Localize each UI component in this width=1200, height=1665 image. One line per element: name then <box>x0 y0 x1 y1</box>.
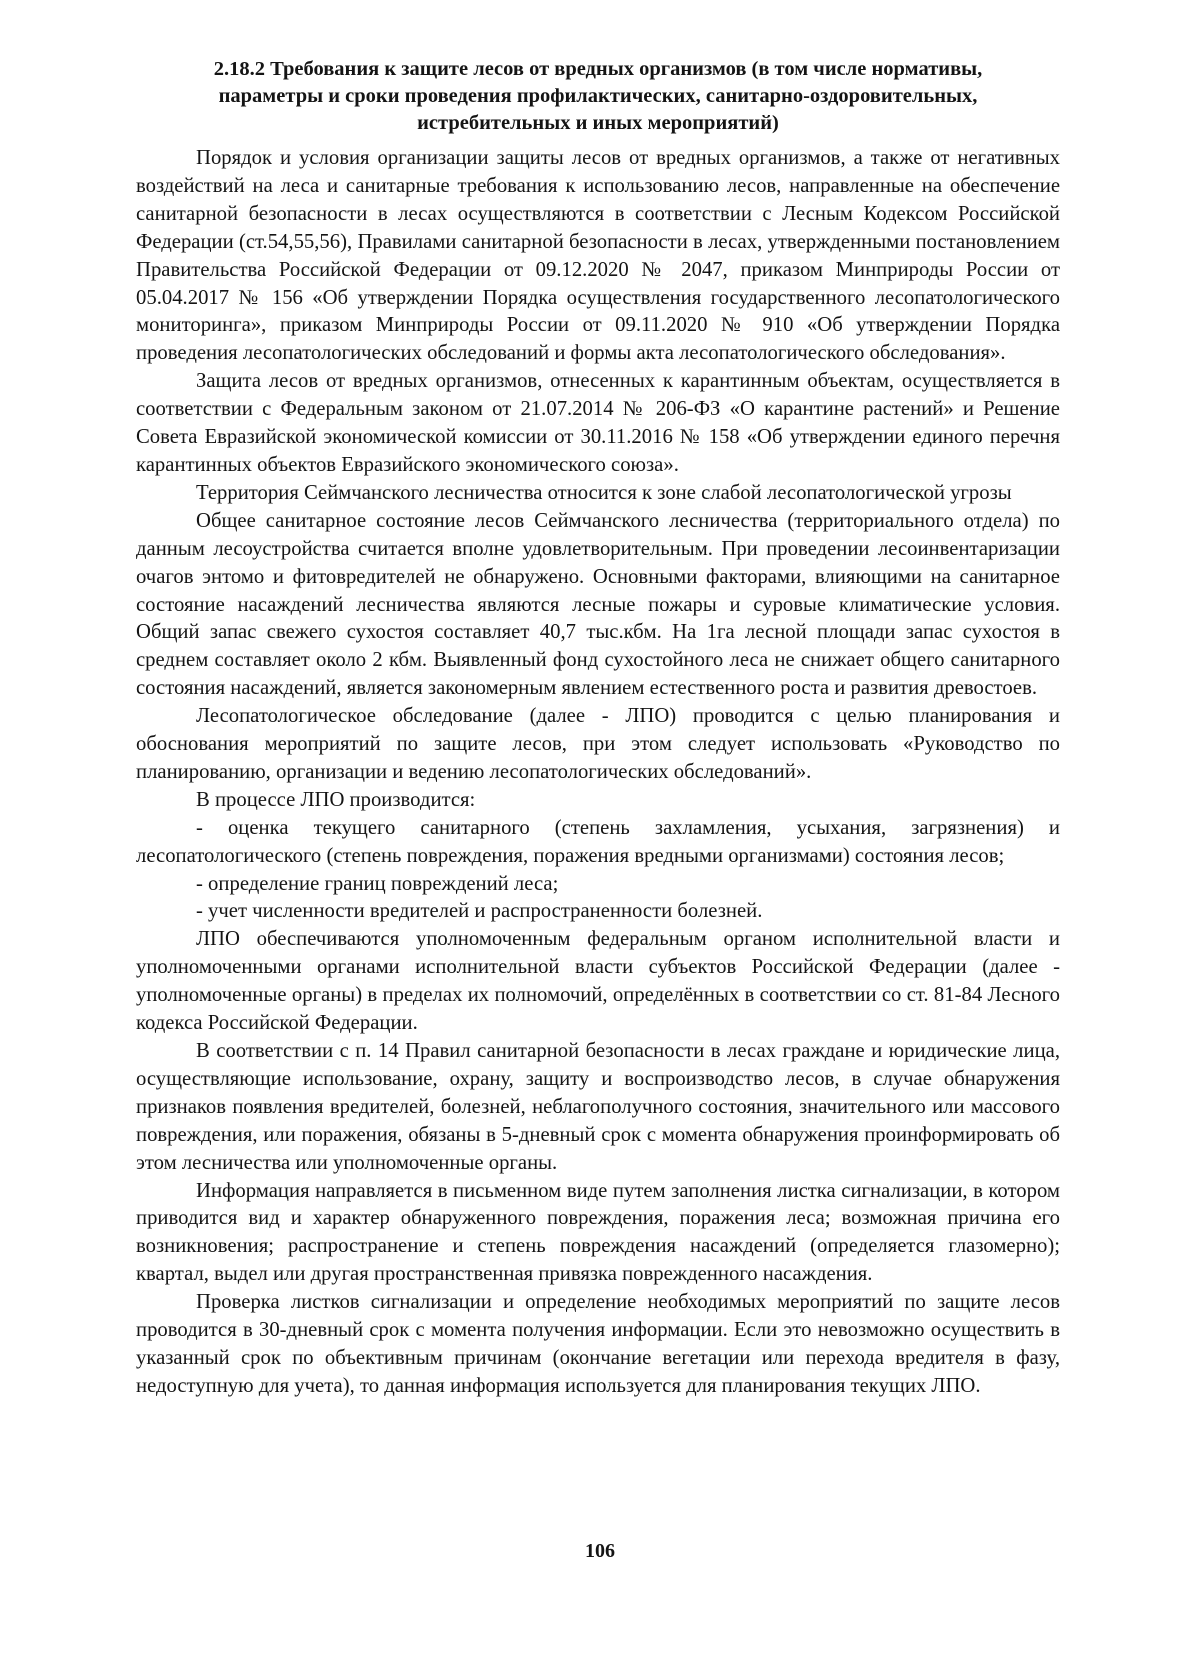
paragraph-lpo-process-intro: В процессе ЛПО производится: <box>196 788 476 811</box>
paragraph-legal-basis: Порядок и условия организации защиты лесов от вредных организмов, а также от негативных воздействий на леса и санитарные требования к использованию лесов, направленные на обеспечение санитарной безопасности в лесах осуществляются в соответствии с Лесным Кодексом Российской Федерации (ст.54,55,56), Правилами санитарной безопасности в лесах, утвержденными постановлением Правительства Российской Федерации от 09.12.2020 № 2047, приказом Минприроды России от 05.04.2017 № 156 «Об утверждении Порядка осуществления государственного лесопатологического мониторинга», приказом Минприроды России от 09.11.2020 № 910 «Об утверждении Порядка проведения лесопатологических обследований и формы акта лесопатологического обследования». <box>136 147 1060 365</box>
paragraph-verification: Проверка листков сигнализации и определение необходимых мероприятий по защите лесов проводится в 30-дневный срок с момента получения информации. Если это невозможно осуществить в указанный срок по объективным причинам (окончание вегетации или перехода вредителя в фазу, недоступную для учета), то данная информация используется для планирования текущих ЛПО. <box>136 1291 1060 1397</box>
paragraph-quarantine: Защита лесов от вредных организмов, отнесенных к карантинным объектам, осуществляется в соответствии с Федеральным законом от 21.07.2014 № 206-ФЗ «О карантине растений» и Решение Совета Евразийской экономической комиссии от 30.11.2016 № 158 «Об утверждении единого перечня карантинных объектов Евразийского экономического союза». <box>136 370 1060 476</box>
paragraph-reporting-duty: В соответствии с п. 14 Правил санитарной безопасности в лесах граждане и юридические лица, осуществляющие использование, охрану, защиту и воспроизводство лесов, в случае обнаружения признаков появления вредителей, болезней, неблагополучного состояния, значительного или массового повреждения, или поражения, обязаны в 5-дневный срок с момента обнаружения проинформировать об этом лесничества или уполномоченные органы. <box>136 1040 1060 1174</box>
page-number: 106 <box>585 1540 615 1562</box>
section-heading <box>136 56 1060 137</box>
paragraph-lpo-definition: Лесопатологическое обследование (далее - ЛПО) проводится с целью планирования и обоснования мероприятий по защите лесов, при этом следует использовать «Руководство по планированию, организации и ведению лесопатологических обследований». <box>136 705 1060 783</box>
list-item-pest-count: - учет численности вредителей и распространенности болезней. <box>196 900 763 923</box>
section-heading-line-2: параметры и сроки проведения профилактических, санитарно-оздоровительных, <box>218 85 978 107</box>
paragraph-threat-zone: Территория Сеймчанского лесничества относится к зоне слабой лесопатологической угрозы <box>196 481 1012 504</box>
paragraph-signal-sheet: Информация направляется в письменном виде путем заполнения листка сигнализации, в котором приводится вид и характер обнаруженного повреждения, поражения леса; возможная причина его возникновения; распространение и степень повреждения насаждений (определяется глазомерно); квартал, выдел или другая пространственная привязка поврежденного насаждения. <box>136 1179 1060 1286</box>
paragraph-sanitary-state: Общее санитарное состояние лесов Сеймчанского лесничества (территориального отдела) по данным лесоустройства считается вполне удовлетворительным. При проведении лесоинвентаризации очагов энтомо и фитовредителей не обнаружено. Основными факторами, влияющими на санитарное состояние насаждений лесничества являются лесные пожары и суровые климатические условия. Общий запас свежего сухостоя составляет 40,7 тыс.кбм. На 1га лесной площади запас сухостоя в среднем составляет около 2 кбм. Выявленный фонд сухостойного леса не снижает общего санитарного состояния насаждений, является закономерным явлением естественного роста и развития древостоев. <box>136 509 1060 700</box>
list-item-boundaries: - определение границ повреждений леса; <box>196 872 559 895</box>
section-heading-line-3: истребительных и иных мероприятий) <box>417 112 779 134</box>
paragraph-authorities: ЛПО обеспечиваются уполномоченным федеральным органом исполнительной власти и уполномоченными органами исполнительной власти субъектов Российской Федерации (далее - уполномоченные органы) в пределах их полномочий, определённых в соответствии со ст. 81-84 Лесного кодекса Российской Федерации. <box>136 928 1060 1035</box>
section-heading-line-1: 2.18.2 Требования к защите лесов от вредных организмов (в том числе нормативы, <box>213 58 983 80</box>
document-page <box>136 56 1060 1401</box>
list-item-assessment: - оценка текущего санитарного (степень захламления, усыхания, загрязнения) и лесопатологического (степень повреждения, поражения вредными организмами) состояния лесов; <box>136 816 1060 867</box>
